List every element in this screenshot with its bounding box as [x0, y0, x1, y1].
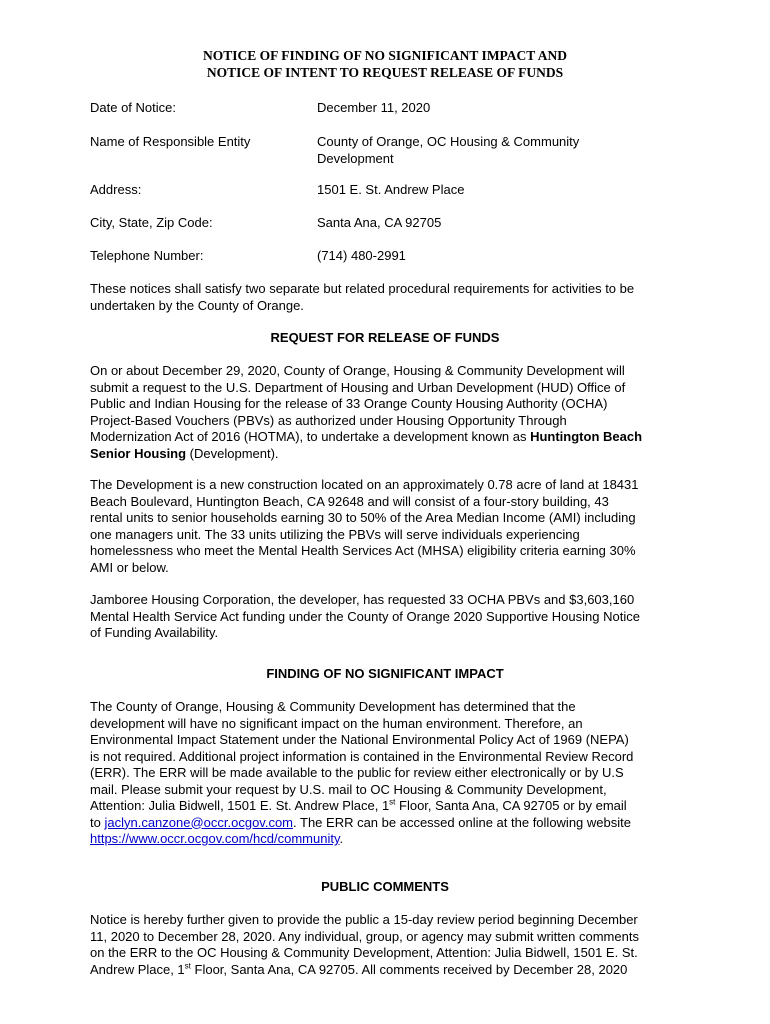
- paragraph-line: 11, 2020 to December 28, 2020. Any individual, group, or agency may submit written comments: [90, 928, 639, 944]
- paragraph-line: Beach Boulevard, Huntington Beach, CA 92648 and will consist of a four-story building, 43: [90, 493, 609, 509]
- paragraph-line: Environmental Impact Statement under the National Environmental Policy Act of 1969 (NEPA): [90, 732, 629, 747]
- paragraph-line: rental units to senior households earning 30 to 50% of the Area Median Income (AMI) including: [90, 510, 636, 525]
- paragraph-line: on the ERR to the OC Housing & Community Development, Attention: Julia Bidwell, 1501 E. St.: [90, 945, 638, 960]
- paragraph-line: Modernization Act of 2016 (HOTMA), to undertake a development known as: [90, 429, 531, 444]
- paragraph-line: (ERR). The ERR will be made available to the public for review either electronically or by U.S: [90, 765, 624, 780]
- paragraph-line: On or about December 29, 2020, County of Orange, Housing & Community Development will: [90, 363, 625, 378]
- paragraph-line: The County of Orange, Housing & Community Development has determined that the: [90, 699, 576, 714]
- city-label: City, State, Zip Code:: [90, 215, 213, 230]
- paragraph-line: submit a request to the U.S. Department of Housing and Urban Development (HUD) Office of: [90, 379, 626, 395]
- development-name-bold: Huntington Beach: [530, 429, 643, 444]
- address-value: 1501 E. St. Andrew Place: [317, 182, 465, 197]
- paragraph-line: Mental Health Service Act funding under the County of Orange 2020 Supportive Housing Notice: [90, 608, 640, 624]
- phone-value: (714) 480-2991: [317, 248, 406, 263]
- fonsi-heading: FINDING OF NO SIGNIFICANT IMPACT: [266, 666, 504, 681]
- paragraph-line: of Funding Availability.: [90, 625, 219, 640]
- paragraph-line: The Development is a new construction located on an approximately 0.78 acre of land at 18431: [90, 477, 639, 492]
- rrof-paragraph-1: [90, 363, 685, 462]
- paragraph-line: to: [90, 814, 105, 830]
- paragraph-line: AMI or below.: [90, 559, 169, 575]
- date-value: December 11, 2020: [317, 100, 431, 115]
- phone-label: Telephone Number:: [90, 248, 204, 263]
- rrof-heading: REQUEST FOR RELEASE OF FUNDS: [270, 330, 500, 345]
- paragraph-line: Notice is hereby further given to provide the public a 15-day review period beginning December: [90, 912, 638, 927]
- paragraph-line: Floor, Santa Ana, CA 92705 or by email: [395, 798, 627, 813]
- date-label: Date of Notice:: [90, 100, 176, 115]
- rrof-paragraph-2: [90, 477, 685, 576]
- document-title: [0, 47, 770, 81]
- ordinal-superscript: st: [389, 797, 396, 807]
- entity-value: [317, 134, 677, 167]
- entity-value-line-1: County of Orange, OC Housing & Community: [317, 134, 580, 149]
- ordinal-superscript: st: [184, 961, 191, 971]
- address-label: Address:: [90, 182, 142, 197]
- email-link[interactable]: jaclyn.canzone@occr.ocgov.com: [104, 814, 294, 830]
- intro-paragraph: [90, 281, 685, 314]
- title-line-2: NOTICE OF INTENT TO REQUEST RELEASE OF FUNDS: [206, 65, 564, 80]
- paragraph-line: Jamboree Housing Corporation, the developer, has requested 33 OCHA PBVs and $3,603,160: [90, 592, 635, 607]
- paragraph-line: (Development).: [186, 445, 279, 461]
- city-value: Santa Ana, CA 92705: [317, 215, 442, 230]
- paragraph-line: mail. Please submit your request by U.S. mail to OC Housing & Community Development,: [90, 781, 607, 797]
- paragraph-line: Floor, Santa Ana, CA 92705. All comments received by December 28, 2020: [190, 961, 628, 977]
- intro-line: These notices shall satisfy two separate but related procedural requirements for activities to be: [90, 281, 635, 296]
- website-link[interactable]: https://www.occr.ocgov.com/hcd/community: [90, 831, 340, 846]
- paragraph-line: .: [339, 831, 344, 846]
- paragraph-line: Andrew Place, 1: [90, 961, 185, 977]
- public-comments-paragraph: [90, 912, 685, 978]
- paragraph-line: one managers unit. The 33 units utilizing the PBVs will serve individuals experiencing: [90, 526, 580, 542]
- paragraph-line: Project-Based Vouchers (PBVs) as authorized under Housing Opportunity Through: [90, 412, 567, 428]
- rrof-paragraph-3: [90, 592, 685, 642]
- paragraph-line: homelessness who meet the Mental Health Services Act (MHSA) eligibility criteria earning 30%: [90, 543, 636, 558]
- fonsi-paragraph: [90, 699, 685, 848]
- paragraph-line: development will have no significant impact on the human environment. Therefore, an: [90, 715, 583, 731]
- paragraph-line: is not required. Additional project information is contained in the Environmental Review Record: [90, 748, 634, 764]
- public-comments-heading: PUBLIC COMMENTS: [321, 879, 449, 894]
- paragraph-line: Attention: Julia Bidwell, 1501 E. St. Andrew Place, 1: [90, 798, 390, 813]
- paragraph-line: Public and Indian Housing for the release of 33 Orange County Housing Authority (OCHA): [90, 396, 608, 411]
- title-line-1: NOTICE OF FINDING OF NO SIGNIFICANT IMPACT AND: [203, 48, 567, 63]
- intro-line: undertaken by the County of Orange.: [90, 297, 304, 313]
- entity-value-line-2: Development: [317, 150, 394, 166]
- paragraph-line: . The ERR can be accessed online at the following website: [293, 814, 631, 830]
- entity-label: Name of Responsible Entity: [90, 134, 251, 149]
- development-name-bold: Senior Housing: [90, 445, 187, 461]
